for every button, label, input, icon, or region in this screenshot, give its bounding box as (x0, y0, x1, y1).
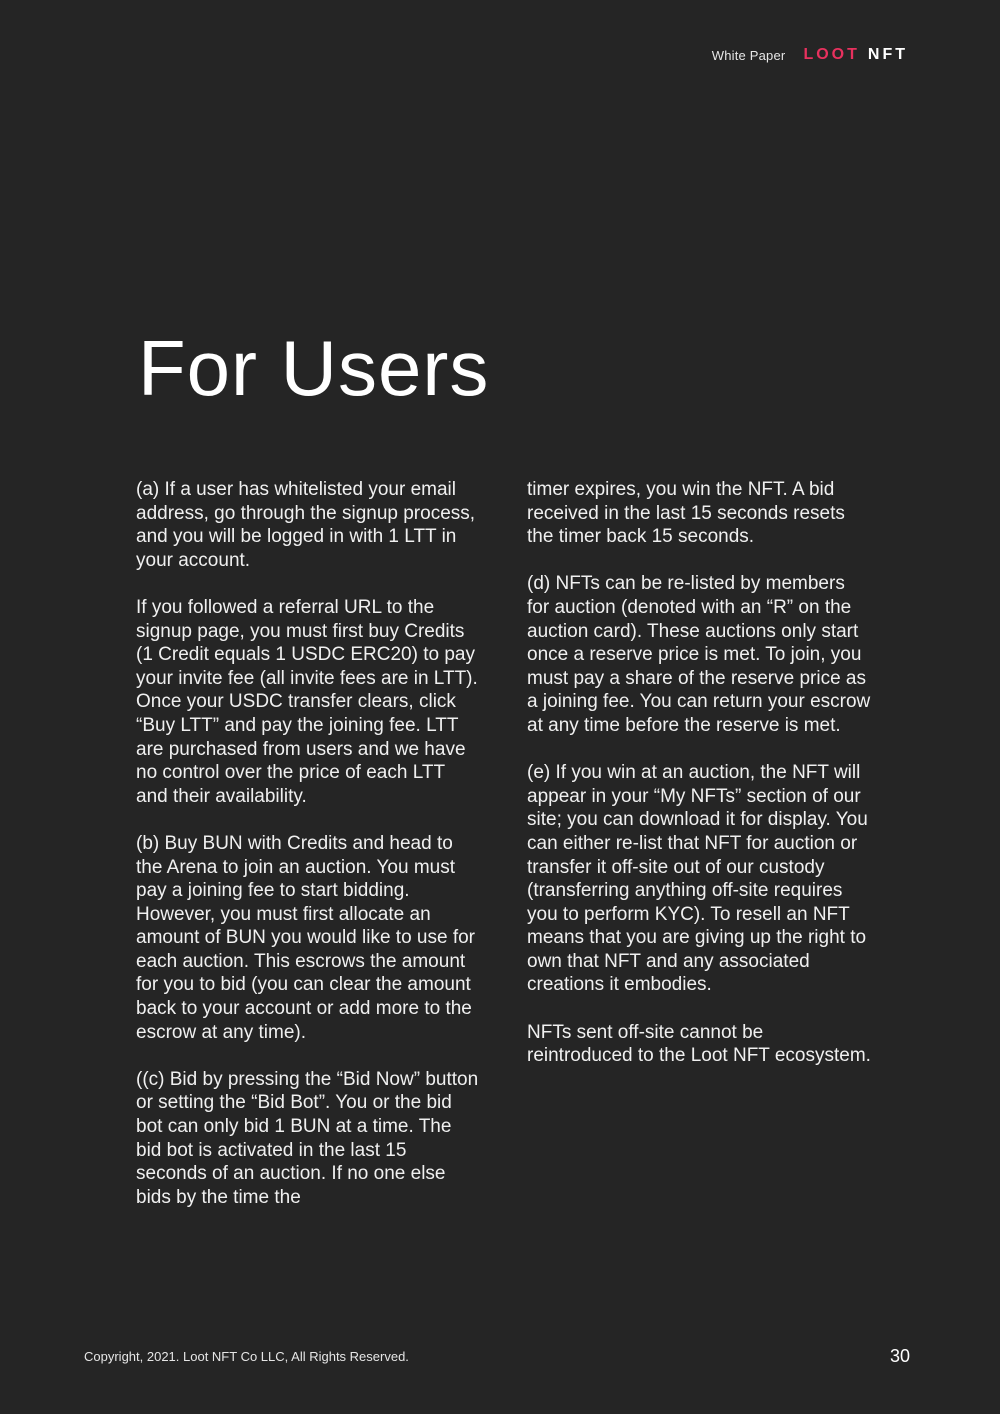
logo-nft-text: NFT (867, 46, 908, 63)
loot-nft-logo (803, 46, 908, 64)
paragraph: (b) Buy BUN with Credits and head to the Arena to join an auction. You must pay a joining fee to start bidding. However, you must first allocate an amount of BUN you would like to use for each auction. This escrows the amount for you to bid (you can clear the amount back to your account or add more to the escrow at any time). (136, 832, 476, 1043)
paragraph: If you followed a referral URL to the signup page, you must first buy Credits (1 Credit equals 1 USDC ERC20) to pay your invite fee (all invite fees are in LTT). Once your USDC transfer clears, click “Buy LTT” and pay the joining fee. LTT are purchased from users and we have no control over the price of each LTT and their availability. (136, 596, 478, 807)
right-column (527, 478, 871, 1091)
page-number: 30 (889, 1346, 910, 1366)
paragraph: timer expires, you win the NFT. A bid received in the last 15 seconds resets the timer back 15 seconds. (527, 479, 845, 548)
footer-copyright: Copyright, 2021. Loot NFT Co LLC, All Rights Reserved. (84, 1349, 409, 1364)
paragraph: ((c) Bid by pressing the “Bid Now” button or setting the “Bid Bot”. You or the bid bot can only bid 1 BUN at a time. The bid bot is activated in the last 15 seconds of an auction. If no one else bids by the time the (136, 1068, 479, 1208)
left-column (136, 478, 480, 1233)
paragraph: NFTs sent off-site cannot be reintroduced to the Loot NFT ecosystem. (527, 1021, 871, 1067)
paragraph: (e) If you win at an auction, the NFT will appear in your “My NFTs” section of our site; you can download it for display. You can either re-list that NFT for auction or transfer it off-site out of our custody (transferring anything off-site requires you to perform KYC). To resell an NFT means that you are giving up the right to own that NFT and any associated creations it embodies. (527, 762, 868, 996)
paragraph: (a) If a user has whitelisted your email address, go through the signup process, and you will be logged in with 1 LTT in your account. (136, 479, 476, 571)
paragraph: (d) NFTs can be re-listed by members for auction (denoted with an “R” on the auction card). These auctions only start once a reserve price is met. To join, you must pay a share of the reserve price as a joining fee. You can return your escrow at any time before the reserve is met. (527, 573, 871, 736)
header-label: White Paper (711, 47, 786, 63)
page-header (712, 46, 908, 64)
logo-loot-text: LOOT (803, 46, 860, 63)
page-title: For Users (138, 324, 490, 412)
